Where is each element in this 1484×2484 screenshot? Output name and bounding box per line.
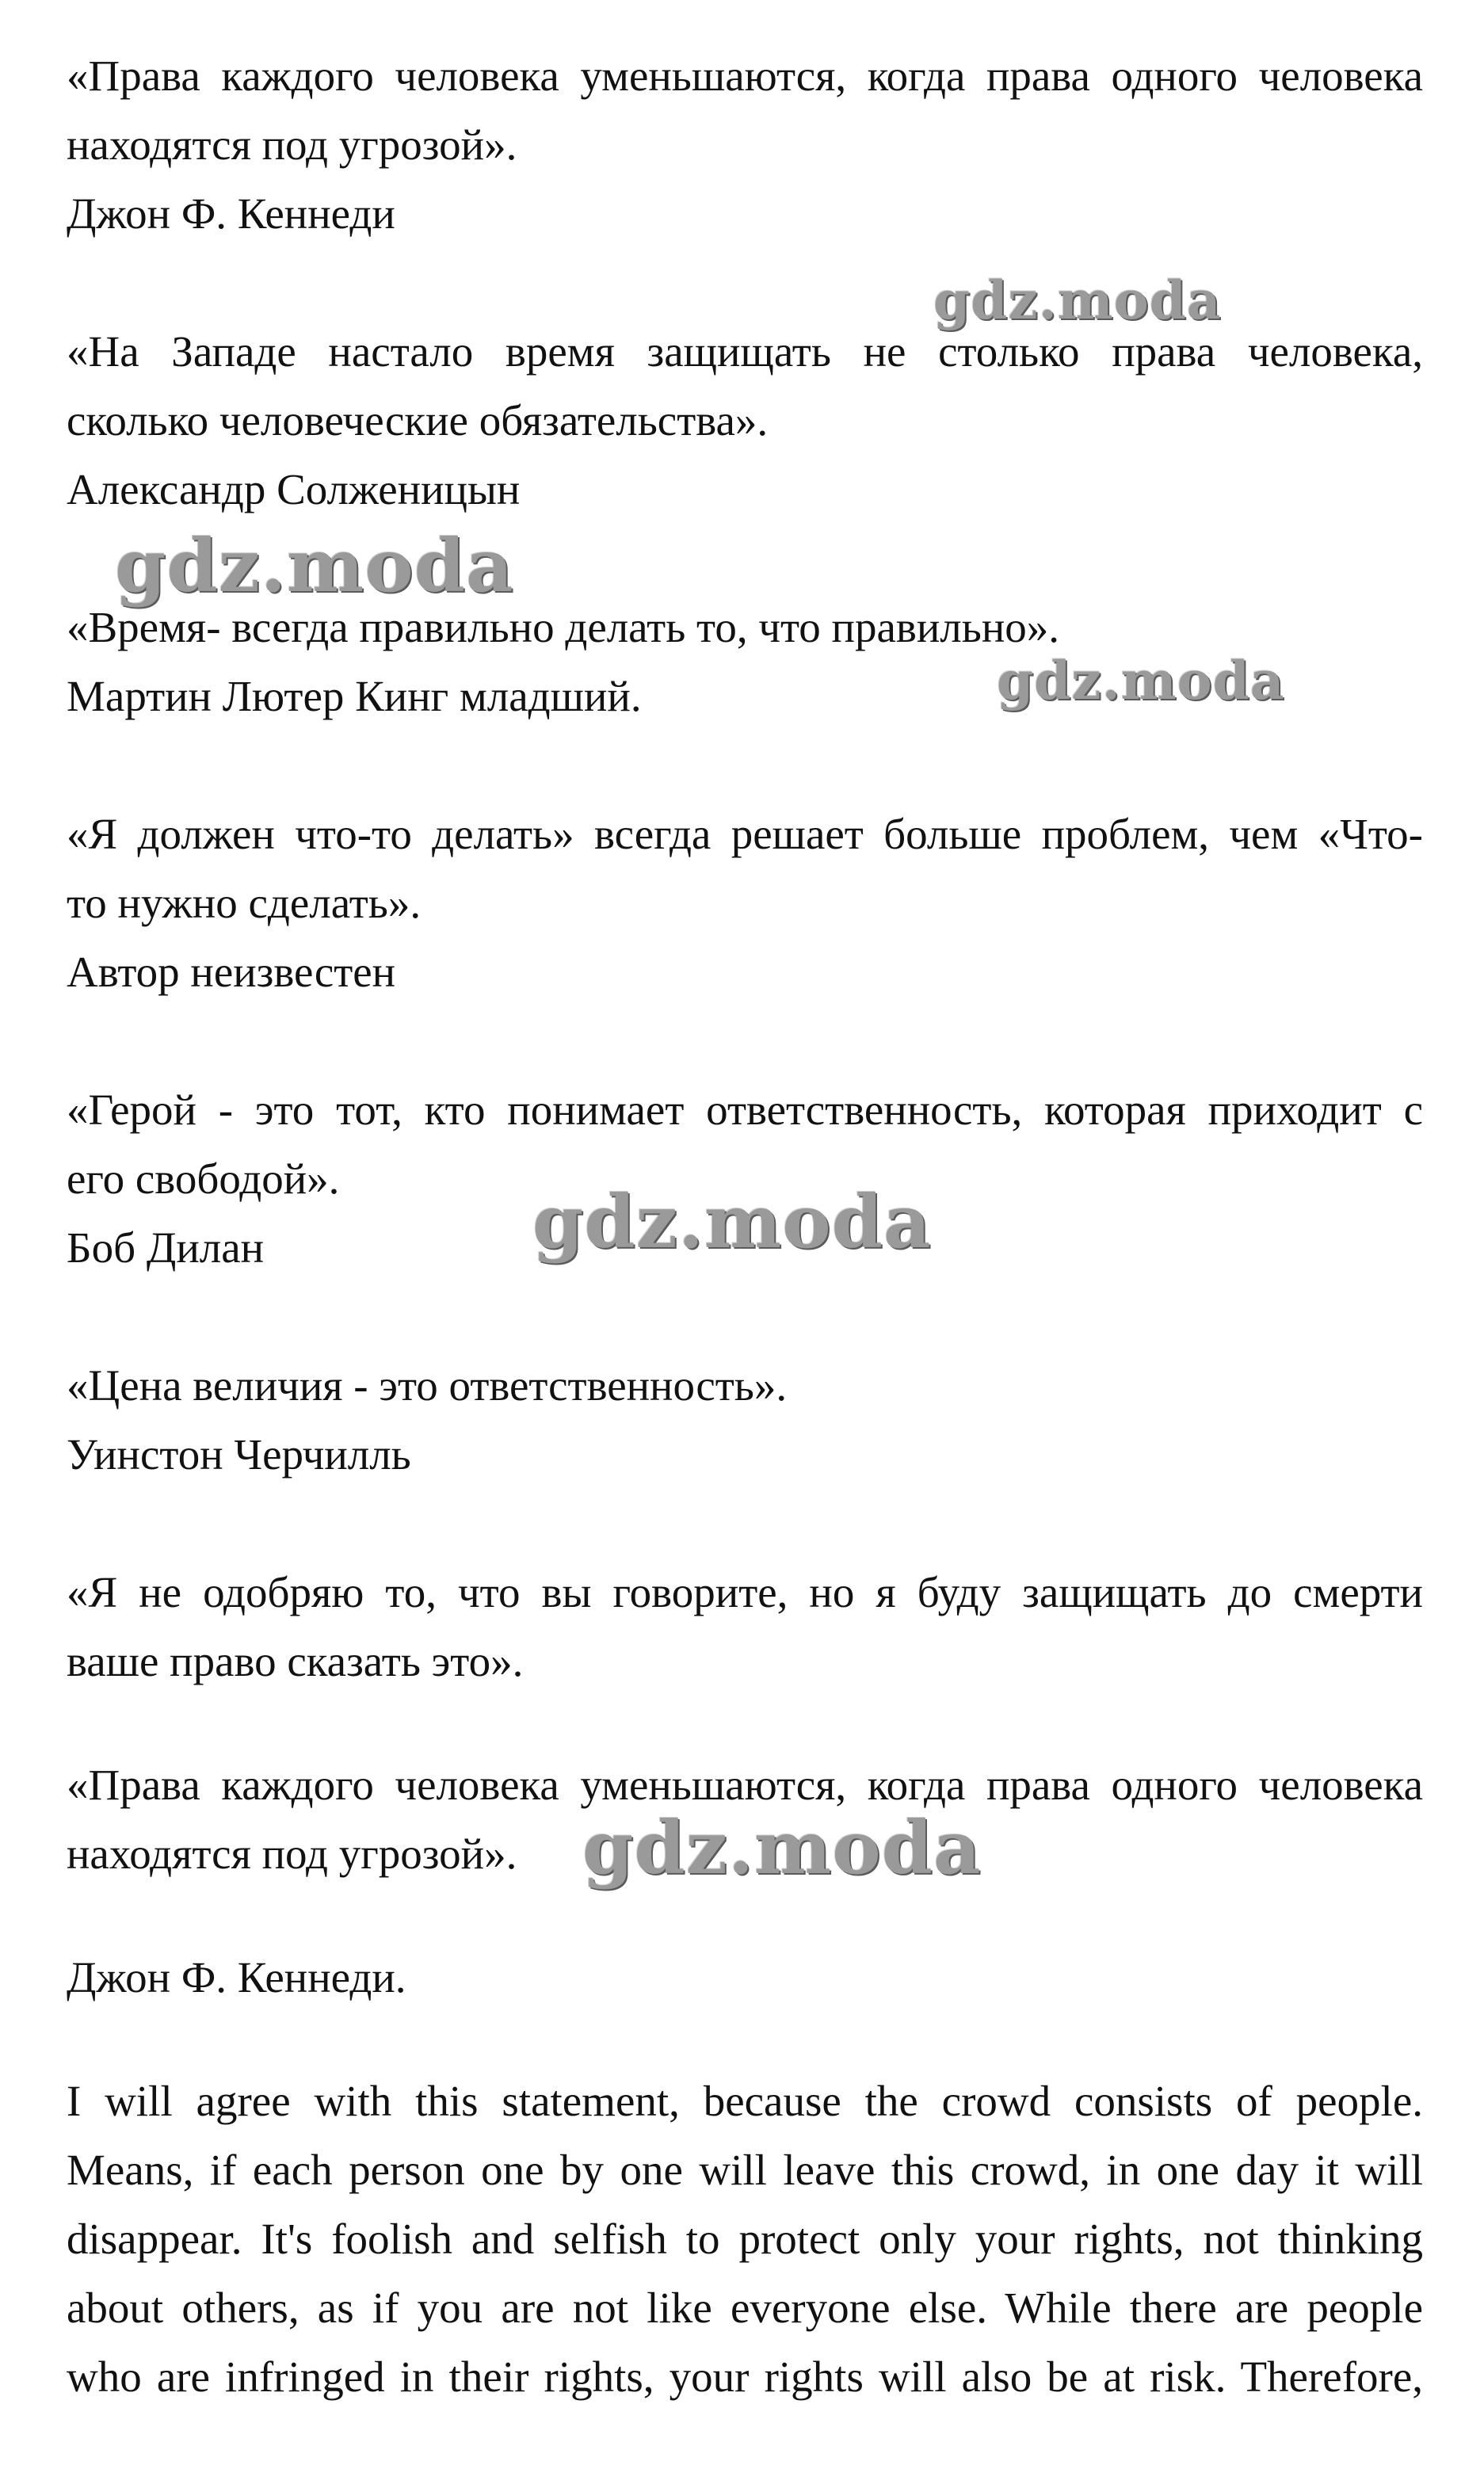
quote-5-line-2: его свободой». — [67, 1154, 340, 1203]
quote-5-line-1: «Герой - это тот, кто понимает ответственность, которая приходит с — [67, 1086, 1423, 1134]
quote-6-line-1: «Цена величия - это ответственность». — [67, 1361, 788, 1410]
quote-3-line-1: «Время- всегда правильно делать то, что правильно». — [67, 603, 1060, 651]
quote-2-line-2: сколько человеческие обязательства». — [67, 396, 769, 445]
quote-2-author: Александр Солженицын — [67, 465, 521, 513]
quote-8-author: Джон Ф. Кеннеди. — [67, 1953, 406, 2001]
watermark-logo: gdz.moda — [997, 650, 1285, 712]
quote-1-author: Джон Ф. Кеннеди — [67, 189, 395, 238]
quote-2-line-1: «На Западе настало время защищать не столько права человека, — [67, 327, 1423, 376]
essay-line-1: I will agree with this statement, because the crowd consists of people. — [67, 2077, 1423, 2125]
quote-6-author: Уинстон Черчилль — [67, 1430, 411, 1479]
quote-4-author: Автор неизвестен — [67, 948, 396, 996]
quote-7-line-2: ваше право сказать это». — [67, 1637, 524, 1685]
quote-4-line-2: то нужно сделать». — [67, 879, 422, 927]
essay-line-3: disappear. It's foolish and selfish to protect only your rights, not thinking — [67, 2215, 1423, 2263]
essay-line-2: Means, if each person one by one will leave this crowd, in one day it will — [67, 2146, 1423, 2194]
quote-8-line-2: находятся под угрозой». — [67, 1830, 517, 1878]
essay-line-5: who are infringed in their rights, your rights will also be at risk. Therefore, — [67, 2352, 1423, 2401]
watermark-logo: gdz.moda — [532, 1179, 932, 1265]
quote-7-line-1: «Я не одобряю то, что вы говорите, но я буду защищать до смерти — [67, 1568, 1423, 1616]
quote-4-line-1: «Я должен что-то делать» всегда решает больше проблем, чем «Что- — [67, 810, 1423, 858]
quote-1-line-1: «Права каждого человека уменьшаются, когда права одного человека — [67, 52, 1423, 100]
watermark-logo: gdz.moda — [933, 269, 1222, 331]
quote-1-line-2: находятся под угрозой». — [67, 120, 517, 169]
quote-8-line-1: «Права каждого человека уменьшаются, когда права одного человека — [67, 1761, 1423, 1809]
watermark-logo: gdz.moda — [115, 523, 514, 609]
watermark-logo: gdz.moda — [582, 1805, 982, 1891]
quote-3-author: Мартин Лютер Кинг младший. — [67, 672, 642, 720]
essay-line-4: about others, as if you are not like everyone else. While there are people — [67, 2284, 1423, 2332]
quote-5-author: Боб Дилан — [67, 1223, 265, 1272]
